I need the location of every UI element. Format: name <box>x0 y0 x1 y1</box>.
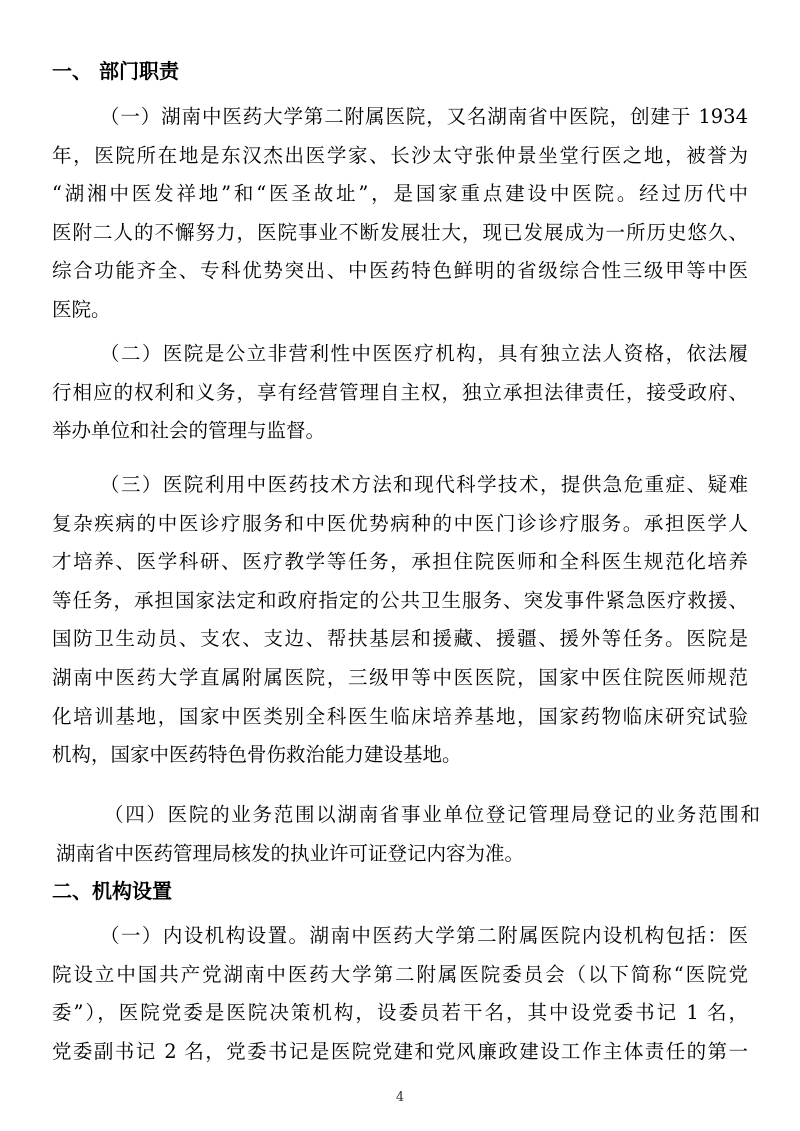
paragraph-line: （一）湖南中医药大学第二附属医院，又名湖南省中医院，创建于 1934 <box>100 105 748 128</box>
paragraph-line: 年，医院所在地是东汉杰出医学家、长沙太守张仲景坐堂行医之地，被誉为 <box>52 143 748 167</box>
paragraph-line: 国防卫生动员、支农、支边、帮扶基层和援藏、援疆、援外等任务。医院是 <box>52 627 748 651</box>
paragraph-line: 湖南省中医药管理局核发的执业许可证登记内容为准。 <box>56 841 525 865</box>
paragraph-line: “湖湘中医发祥地”和“医圣故址”，是国家重点建设中医院。经过历代中 <box>52 182 748 206</box>
paragraph-2 <box>52 335 748 451</box>
section-heading-organization: 二、机构设置 <box>52 879 172 903</box>
paragraph-line: 湖南中医药大学直属附属医院，三级甲等中医医院，国家中医住院医师规范 <box>52 665 748 689</box>
paragraph-1 <box>52 98 748 330</box>
paragraph-line: 医附二人的不懈努力，医院事业不断发展壮大，现已发展成为一所历史悠久、 <box>52 220 748 244</box>
paragraph-line: 机构，国家中医药特色骨伤救治能力建设基地。 <box>52 743 462 767</box>
paragraph-line: （一）内设机构设置。湖南中医药大学第二附属医院内设机构包括：医 <box>100 924 748 947</box>
section-heading-duties: 一、 部门职责 <box>52 59 179 83</box>
paragraph-line: 举办单位和社会的管理与监督。 <box>52 419 326 443</box>
paragraph-line: 院设立中国共产党湖南中医药大学第二附属医院委员会（以下简称“医院党 <box>52 962 748 986</box>
paragraph-5 <box>52 917 748 1071</box>
paragraph-line: 医院。 <box>52 297 111 321</box>
paragraph-line: （二）医院是公立非营利性中医医疗机构，具有独立法人资格，依法履 <box>100 342 748 365</box>
paragraph-3 <box>52 466 748 775</box>
page-number: 4 <box>395 1090 405 1105</box>
paragraph-line: 才培养、医学科研、医疗教学等任务，承担住院医师和全科医生规范化培养 <box>52 550 748 574</box>
paragraph-line: 化培训基地，国家中医类别全科医生临床培养基地，国家药物临床研究试验 <box>52 704 748 728</box>
paragraph-4 <box>52 796 760 873</box>
paragraph-line: （三）医院利用中医药技术方法和现代科学技术，提供急危重症、疑难 <box>100 473 748 496</box>
paragraph-line: 党委副书记 2 名，党委书记是医院党建和党风廉政建设工作主体责任的第一 <box>52 1039 748 1063</box>
paragraph-line: 等任务，承担国家法定和政府指定的公共卫生服务、突发事件紧急医疗救援、 <box>52 588 748 612</box>
paragraph-line: 委”），医院党委是医院决策机构，设委员若干名，其中设党委书记 1 名， <box>52 1001 748 1025</box>
paragraph-line: （四）医院的业务范围以湖南省事业单位登记管理局登记的业务范围和 <box>104 803 760 826</box>
paragraph-line: 行相应的权利和义务，享有经营管理自主权，独立承担法律责任，接受政府、 <box>52 380 748 404</box>
paragraph-line: 复杂疾病的中医诊疗服务和中医优势病种的中医门诊诊疗服务。承担医学人 <box>52 511 748 535</box>
paragraph-line: 综合功能齐全、专科优势突出、中医药特色鲜明的省级综合性三级甲等中医 <box>52 259 748 283</box>
